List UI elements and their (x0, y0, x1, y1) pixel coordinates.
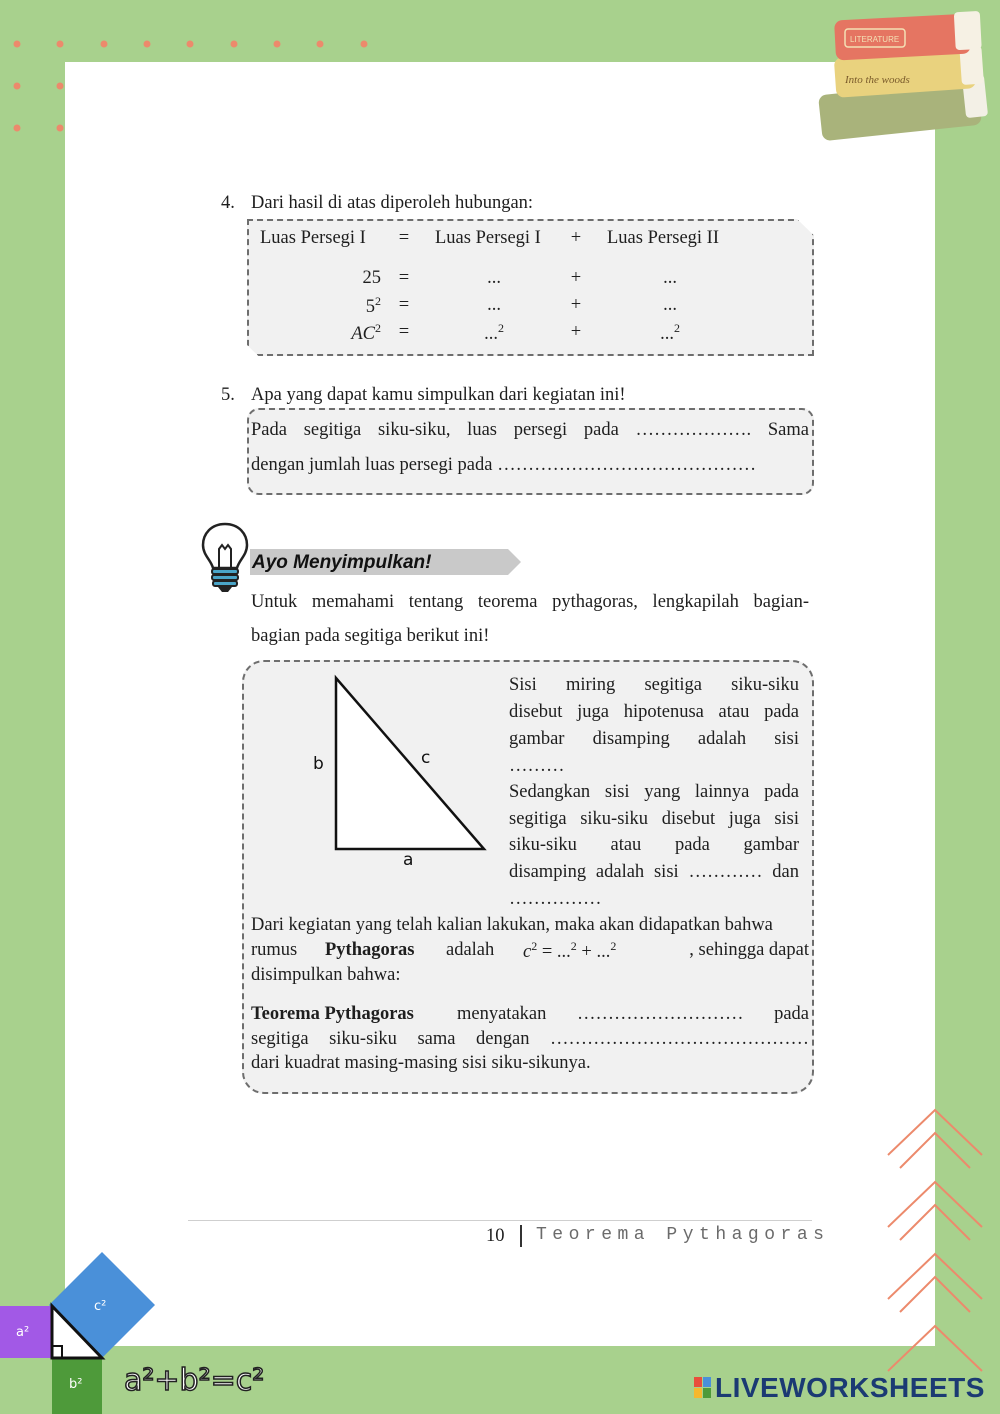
q4-row2-plus: + (570, 295, 582, 315)
chevron-decoration (880, 1105, 990, 1375)
corner-b2-label: b² (69, 1377, 83, 1392)
side-text-line-5: Sedangkan sisi yang lainnya pada (509, 782, 799, 802)
pythagoras-corner-art (0, 1250, 280, 1414)
lightbulb-icon (199, 521, 251, 597)
q4-row2-left: $5^2$ (365, 294, 381, 318)
q4-header-3: Luas Persegi II (607, 228, 719, 248)
q4-row3-left: $AC^2$ (351, 321, 381, 345)
q5-number: 5. (221, 385, 235, 405)
footer-title: Teorema Pythagoras (536, 1225, 830, 1245)
q4-text: Dari hasil di atas diperoleh hubungan: (251, 193, 534, 213)
theorem-line-3: dari kuadrat masing-masing sisi siku-sikunya. (251, 1053, 591, 1073)
side-text-line-2: disebut juga hipotenusa atau pada (509, 702, 799, 722)
liveworksheets-watermark: LIVEWORKSHEETS (694, 1372, 985, 1404)
triangle-label-c: c (421, 748, 431, 768)
book-title-1: LITERATURE (850, 35, 900, 44)
q4-row3-plus: + (570, 322, 582, 342)
corner-c2-label: c² (94, 1299, 107, 1314)
liveworksheets-logo-icon (694, 1377, 712, 1399)
conclude-heading-banner (250, 549, 522, 575)
footer-separator (520, 1225, 522, 1247)
q4-row2-b: ... (663, 295, 677, 315)
triangle-label-a: a (403, 850, 414, 870)
formula-line-2: rumus Pythagoras adalah $c^2 = ...^2 + ...^2$ , sehingga dapat (251, 939, 809, 963)
q5-line1: Pada segitiga siku-siku, luas persegi pada ………………. Sama (251, 420, 809, 440)
side-text-line-8: disamping adalah sisi ………… dan (509, 862, 799, 882)
q5-text: Apa yang dapat kamu simpulkan dari kegiatan ini! (251, 385, 626, 405)
q4-row1-b: ... (663, 268, 677, 288)
side-text-line-6: segitiga siku-siku disebut juga sisi (509, 809, 799, 829)
q4-row3-b: ...$^2$ (660, 321, 680, 345)
right-triangle-figure (300, 670, 500, 875)
q4-row1-plus: + (570, 268, 582, 288)
side-text-line-9: …………… (509, 889, 602, 909)
side-text-line-4: ……… (509, 756, 565, 776)
q4-row2-a: ... (487, 295, 501, 315)
q4-row1-eq: = (398, 268, 410, 288)
q4-row1-left: 25 (362, 268, 381, 288)
triangle-label-b: b (313, 754, 324, 774)
q4-number: 4. (221, 193, 235, 213)
formula-art: a²+b²=c² (124, 1363, 265, 1398)
footer-divider (188, 1220, 812, 1221)
conclude-heading: Ayo Menyimpulkan! (252, 552, 432, 573)
q4-header-eq: = (398, 228, 410, 248)
q5-line2: dengan jumlah luas persegi pada …………………………………… (251, 455, 757, 475)
theorem-line-2: segitiga siku-siku sama dengan …………………………………… (251, 1029, 809, 1049)
q4-row3-a: ...$^2$ (484, 321, 504, 345)
q4-row2-eq: = (398, 295, 410, 315)
books-illustration (815, 5, 995, 145)
q4-header-plus: + (570, 228, 582, 248)
conclude-intro-2: bagian pada segitiga berikut ini! (251, 626, 490, 646)
corner-a2-label: a² (16, 1325, 30, 1340)
theorem-line-1: Teorema Pythagoras menyatakan ……………………… pada (251, 1004, 809, 1024)
conclude-intro-1: Untuk memahami tentang teorema pythagoras, lengkapilah bagian- (251, 592, 809, 612)
side-text-line-1: Sisi miring segitiga siku-siku (509, 675, 799, 695)
q4-row1-a: ... (487, 268, 501, 288)
footer-page-number: 10 (486, 1226, 505, 1246)
formula-line-1: Dari kegiatan yang telah kalian lakukan, maka akan didapatkan bahwa (251, 915, 773, 935)
q4-row3-eq: = (398, 322, 410, 342)
side-text-line-3: gambar disamping adalah sisi (509, 729, 799, 749)
q4-header-2: Luas Persegi I (435, 228, 541, 248)
side-text-line-7: siku-siku atau pada gambar (509, 835, 799, 855)
book-title-2: Into the woods (845, 74, 910, 86)
q4-header-1: Luas Persegi I (260, 228, 366, 248)
formula-line-3: disimpulkan bahwa: (251, 965, 401, 985)
